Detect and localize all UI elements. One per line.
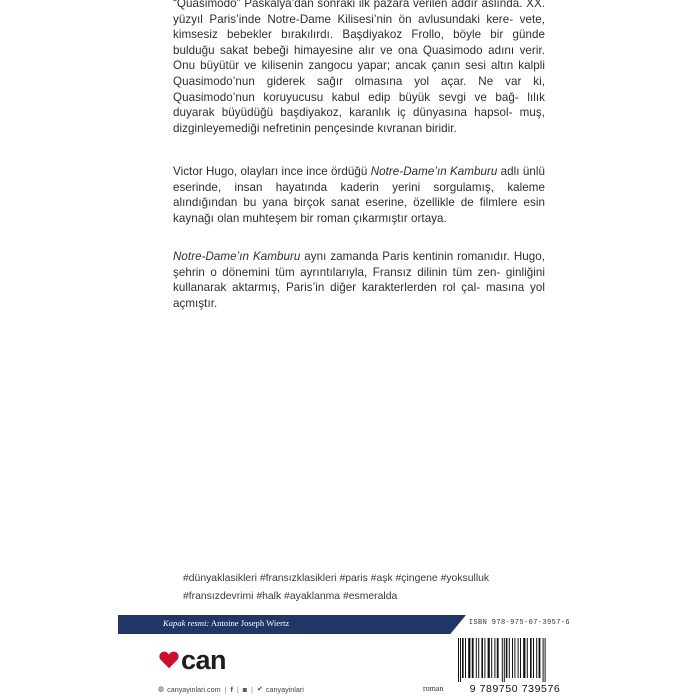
barcode-number: 9 789750 739576 (469, 683, 561, 695)
p3-text: Hugo, şehrin o dönemini tüm ayrıntılarıyla, Fransız dilinin tüm zen- (173, 250, 545, 279)
barcode-bar (536, 638, 537, 678)
barcode-bar (504, 638, 505, 682)
barcode-bar (494, 638, 495, 678)
hashtag-line: #fransızdevrimi #halk #ayaklanma #esmeralda (183, 591, 398, 602)
p1-line: “Quasimodo” Paskalya’dan sonraki ilk pazara verilen addır aslında. (173, 0, 523, 10)
barcode-bar (520, 638, 521, 678)
p1-line: günde bulduğu sakat bebeği himayesine alır ve ona Quasimodo (173, 28, 545, 57)
divider: | (224, 684, 227, 694)
credit-band (118, 615, 578, 634)
synopsis-paragraph-2 (173, 164, 545, 241)
website-link[interactable]: canyayinlari.com (167, 684, 221, 694)
barcode-bar (539, 638, 541, 678)
p3-text: aynı zamanda Paris kentinin romanıdır. (300, 250, 510, 263)
barcode-bar (462, 638, 464, 678)
p1-line: var ki, Quasimodo’nun koruyucusu kabul edip büyük sevgi ve bağ- (173, 74, 545, 104)
barcode-bar (497, 638, 499, 678)
isbn-barcode (450, 638, 580, 682)
divider: | (251, 684, 254, 694)
p1-line: vete, kimsesiz bebekler bırakılırdı. Başdiyakoz Frollo, böyle bir (173, 12, 545, 42)
p1-line: adını verir. Onu büyütür ve kilisenin zangocu yapar; ancak çanın (173, 43, 545, 73)
p2-text: alındığından bu yana birçok sanat eserine, özellikle de filmlere esin (173, 196, 545, 210)
barcode-bar (514, 638, 515, 678)
barcode-bar (465, 638, 466, 678)
synopsis-paragraph-1 (173, 0, 545, 151)
book-title-italic: Notre-Dame’ın Kamburu (370, 165, 498, 178)
p2-text: adlı (497, 165, 520, 178)
synopsis-paragraph-3 (173, 249, 545, 326)
book-title-italic: Notre-Dame’ın Kamburu (173, 250, 301, 263)
barcode-bar (530, 638, 532, 678)
heart-icon (158, 649, 180, 671)
p2-text: ünlü eserinde, insan hayatında kaderin yerini sorgulamış, kaleme (173, 165, 545, 194)
barcode-bar (512, 638, 513, 678)
barcode-bar (527, 638, 528, 678)
isbn-text: ISBN 978-975-07-3957-6 (468, 619, 570, 627)
twitter-handle[interactable]: canyayinlari (265, 684, 304, 694)
barcode-bar (481, 638, 483, 678)
p2-text: Victor Hugo, olayları ince ince ördüğü (173, 165, 371, 178)
barcode-bar (502, 638, 503, 682)
p3-text: masına yol açmıştır. (173, 281, 546, 310)
twitter-icon: ✔ (257, 686, 263, 693)
barcode-bar (506, 638, 508, 678)
barcode-bar (545, 638, 546, 682)
barcode-bar (491, 638, 492, 678)
barcode-bar (509, 638, 510, 678)
barcode-bar (476, 638, 477, 678)
barcode-bar (518, 638, 519, 678)
instagram-icon[interactable]: ◙ (242, 684, 248, 694)
p1-line: sesi altın kalpli Quasimodo’nun giderek sağır olmasına yol açar. Ne (173, 59, 545, 88)
barcode-bar (543, 638, 544, 682)
barcode-bar (458, 638, 459, 682)
p1-line: XX. yüzyıl Paris’inde Notre-Dame Kilisesi’nin ön avlusundaki kere- (173, 0, 545, 26)
p2-text: kaynağı olan muhteşem bir roman çıkarmıştır ortaya. (173, 211, 447, 225)
barcode-bar (523, 638, 525, 678)
genre-label: roman (423, 684, 444, 693)
barcode-bar (460, 638, 461, 682)
barcode-bar (484, 638, 485, 678)
facebook-icon[interactable]: f (230, 684, 233, 694)
p1-line: lılık duyarak büyüdüğü başdiyakoz, karanlık iç dünyasına hapsol- (173, 90, 545, 120)
cover-credit-label: Kapak resmi: (163, 618, 210, 628)
barcode-bar (472, 638, 474, 678)
hashtags (183, 570, 523, 606)
cover-credit-value: Antoine Joseph Wiertz (209, 618, 290, 628)
barcode-bar (533, 638, 534, 678)
barcode-bar (488, 638, 490, 678)
p3-text: ginliğini kullanarak aktarmış, Paris’in diğer karakterlerden rol çal- (173, 265, 545, 295)
hashtag-line: #dünyaklasikleri #fransızklasikleri #paris #aşk #çingene #yoksulluk (183, 573, 490, 584)
barcode-bar (478, 638, 479, 678)
globe-icon: ◍ (158, 686, 165, 693)
publisher-footer (158, 683, 304, 695)
barcode-bar (468, 638, 470, 678)
p1-line: muş, dizginleyemediği nefretinin pençesinde kıvranan biridir. (173, 106, 545, 135)
logo-text: can (181, 645, 227, 675)
publisher-logo (158, 647, 226, 673)
cover-credit (163, 618, 289, 628)
divider: | (236, 684, 239, 694)
